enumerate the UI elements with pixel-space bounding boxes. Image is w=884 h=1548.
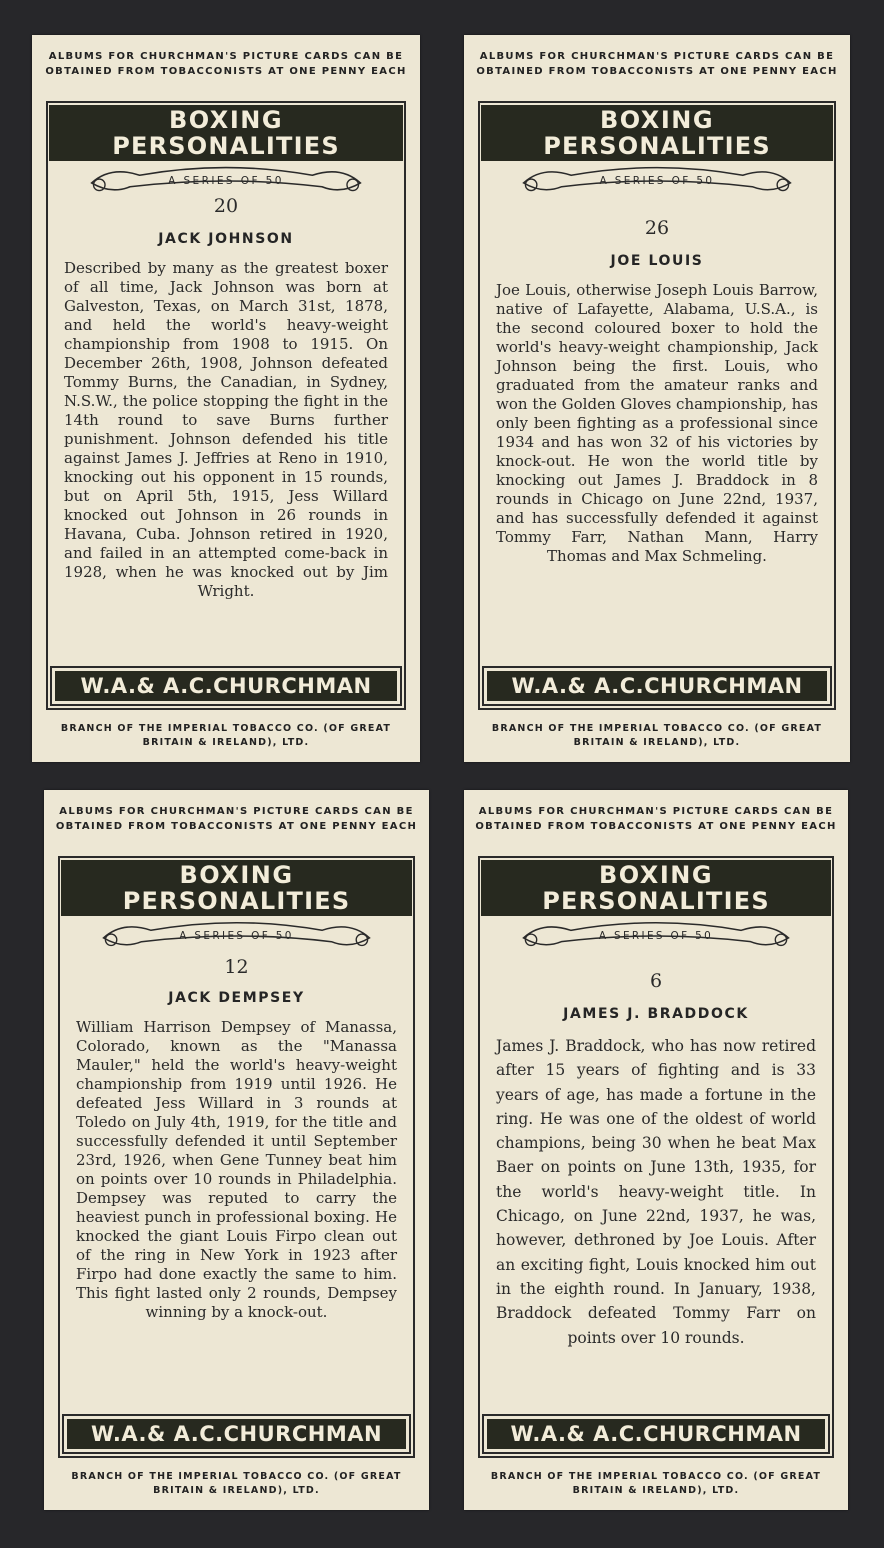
maker-box xyxy=(482,666,832,706)
card-description: James J. Braddock, who has now retired after 15 years of fighting and is 33 years of age, has made a fortune in the ring. He was one of the oldest of world champions, being 30 when he beat Max Baer on points on June 13th, 1935, for the world's heavy-weight title. In Chicago, on June 22nd, 1937, he was, however, dethroned by Joe Louis. After an exciting fight, Louis knocked him out in the eighth round. In January, 1938, Braddock defeated Tommy Farr on points over 10 rounds. xyxy=(496,1037,816,1347)
title-line-2: PERSONALITIES xyxy=(543,132,771,160)
series-ribbon xyxy=(514,161,800,201)
series-label: A SERIES OF 50 xyxy=(598,929,714,942)
card-frame xyxy=(478,101,836,710)
maker-box xyxy=(62,1414,411,1454)
scroll-ribbon-icon xyxy=(94,916,379,956)
card-title xyxy=(49,105,403,161)
title-line-1: BOXING xyxy=(599,106,715,134)
card-description: Described by many as the greatest boxer of all time, Jack Johnson was born at Galveston, Texas, on March 31st, 1878, and held the world's heavy-weight championship from 1908 to 1915. On December 26th, 1908, Johnson defeated Tommy Burns, the Canadian, in Sydney, N.S.W., the police stopping the fight in the 14th round to save Burns further punishment. Johnson defended his title against James J. Jeffries at Reno in 1910, knocking out his opponent in 15 rounds, but on April 5th, 1915, Jess Willard knocked out Johnson in 26 rounds in Havana, Cuba. Johnson retired in 1920, and failed in an attempted come-back in 1928, when he was knocked out by Jim Wright. xyxy=(64,259,388,600)
maker-box xyxy=(482,1414,830,1454)
card-footer-note: BRANCH OF THE IMPERIAL TOBACCO CO. (OF GREAT BRITAIN & IRELAND), LTD. xyxy=(491,723,823,748)
boxer-name: JACK JOHNSON xyxy=(158,231,294,247)
card-title xyxy=(61,860,412,916)
card-joe-louis xyxy=(464,35,850,762)
card-number: 6 xyxy=(649,970,663,992)
card-jack-johnson xyxy=(32,35,420,762)
card-header-note: ALBUMS FOR CHURCHMAN'S PICTURE CARDS CAN BE OBTAINED FROM TOBACCONISTS AT ONE PENNY EACH xyxy=(475,806,837,832)
title-line-2: PERSONALITIES xyxy=(122,887,351,915)
scroll-ribbon-icon xyxy=(514,916,798,956)
card-jack-dempsey xyxy=(44,790,429,1510)
scroll-ribbon-icon xyxy=(514,161,800,201)
series-label: A SERIES OF 50 xyxy=(179,929,294,942)
maker-label: W.A.& A.C.CHURCHMAN xyxy=(67,1419,406,1449)
maker-label: W.A.& A.C.CHURCHMAN xyxy=(487,671,827,701)
card-title xyxy=(481,105,833,161)
card-footer-note: BRANCH OF THE IMPERIAL TOBACCO CO. (OF GREAT BRITAIN & IRELAND), LTD. xyxy=(60,723,392,748)
maker-label: W.A.& A.C.CHURCHMAN xyxy=(55,671,397,701)
card-james-braddock xyxy=(464,790,848,1510)
card-frame xyxy=(58,856,415,1458)
title-line-2: PERSONALITIES xyxy=(542,887,770,915)
maker-box xyxy=(50,666,402,706)
title-line-1: BOXING xyxy=(598,861,714,889)
series-label: A SERIES OF 50 xyxy=(168,174,284,187)
series-ribbon xyxy=(514,916,798,956)
boxer-name: JACK DEMPSEY xyxy=(168,990,305,1006)
card-number: 20 xyxy=(213,195,239,217)
card-header-note: ALBUMS FOR CHURCHMAN'S PICTURE CARDS CAN BE OBTAINED FROM TOBACCONISTS AT ONE PENNY EACH xyxy=(45,51,407,77)
card-frame xyxy=(46,101,406,710)
boxer-name: JAMES J. BRADDOCK xyxy=(563,1006,749,1022)
card-header-note: ALBUMS FOR CHURCHMAN'S PICTURE CARDS CAN BE OBTAINED FROM TOBACCONISTS AT ONE PENNY EACH xyxy=(476,51,838,77)
maker-label: W.A.& A.C.CHURCHMAN xyxy=(487,1419,825,1449)
series-ribbon xyxy=(94,916,379,956)
card-header-note: ALBUMS FOR CHURCHMAN'S PICTURE CARDS CAN BE OBTAINED FROM TOBACCONISTS AT ONE PENNY EACH xyxy=(55,806,418,832)
card-footer-note: BRANCH OF THE IMPERIAL TOBACCO CO. (OF GREAT BRITAIN & IRELAND), LTD. xyxy=(490,1471,822,1496)
card-title xyxy=(481,860,831,916)
card-description: William Harrison Dempsey of Manassa, Colorado, known as the "Manassa Mauler," held the world's heavy-weight championship from 1919 until 1926. He defeated Jess Willard in 3 rounds at Toledo on July 4th, 1919, for the title and successfully defended it until September 23rd, 1926, when Gene Tunney beat him on points over 10 rounds in Philadelphia. Dempsey was reputed to carry the heaviest punch in professional boxing. He knocked the giant Louis Firpo clean out of the ring in New York in 1923 after Firpo had done exactly the same to him. This fight lasted only 2 rounds, Dempsey winning by a knock-out. xyxy=(76,1018,397,1321)
card-number: 12 xyxy=(224,956,249,978)
series-label: A SERIES OF 50 xyxy=(599,174,715,187)
card-footer-note: BRANCH OF THE IMPERIAL TOBACCO CO. (OF GREAT BRITAIN & IRELAND), LTD. xyxy=(71,1471,402,1496)
title-line-2: PERSONALITIES xyxy=(112,132,340,160)
title-line-1: BOXING xyxy=(168,106,284,134)
card-description: Joe Louis, otherwise Joseph Louis Barrow, native of Lafayette, Alabama, U.S.A., is the second coloured boxer to hold the world's heavy-weight championship, Jack Johnson being the first. Louis, who graduated from the amateur ranks and won the Golden Gloves championship, has only been fighting as a professional since 1934 and has won 32 of his victories by knock-out. He won the world title by knocking out James J. Braddock in 8 rounds in Chicago on June 22nd, 1937, and has successfully defended it against Tommy Farr, Nathan Mann, Harry Thomas and Max Schmeling. xyxy=(496,281,818,565)
card-frame xyxy=(478,856,834,1458)
card-number: 26 xyxy=(644,217,670,239)
boxer-name: JOE LOUIS xyxy=(610,253,704,269)
title-line-1: BOXING xyxy=(179,861,294,889)
